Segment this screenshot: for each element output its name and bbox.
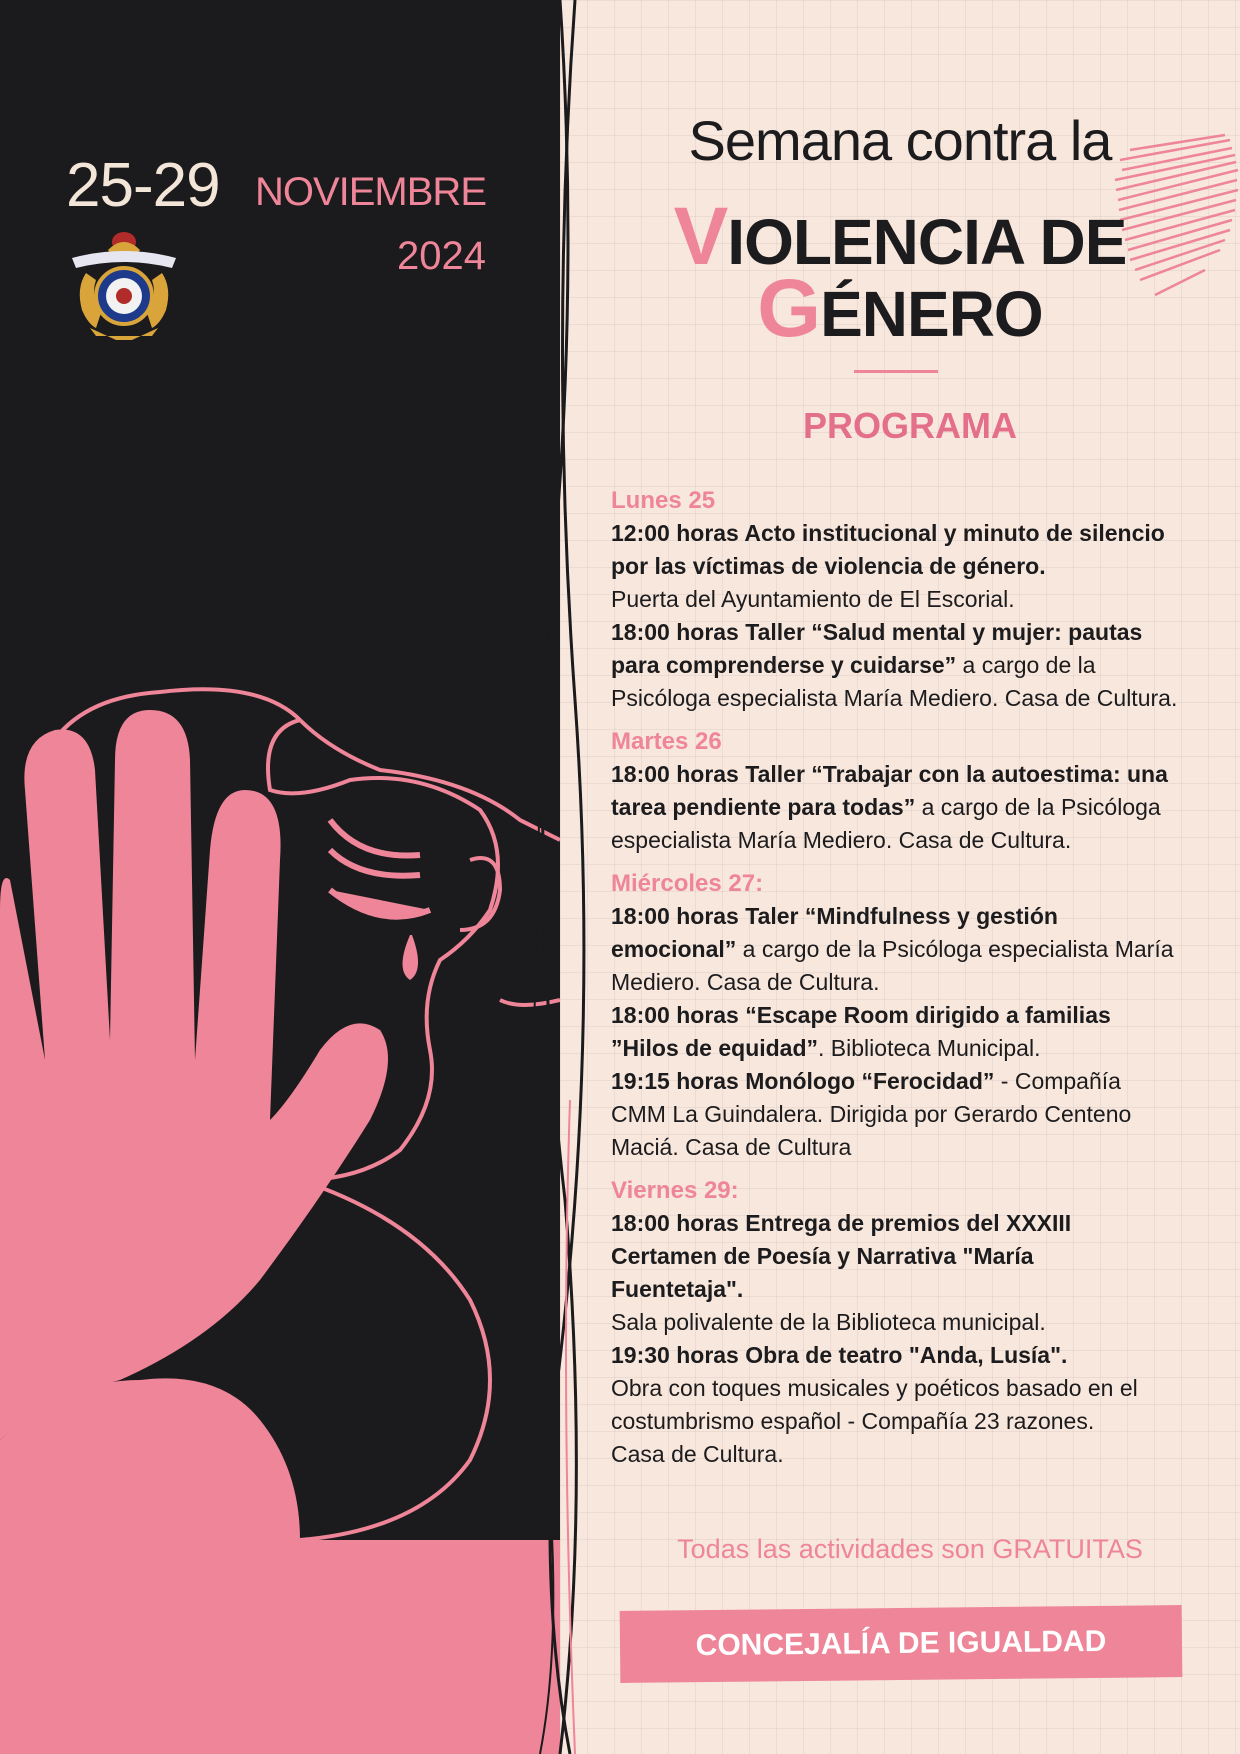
title-cap-g: G <box>757 263 821 354</box>
day-label: Martes 26 <box>611 728 722 755</box>
programa-heading: PROGRAMA <box>803 405 1017 446</box>
date-month: NOVIEMBRE <box>254 170 486 214</box>
event-line: 18:00 horas “Escape Room dirigido a familias <box>611 1002 1111 1028</box>
event-line: tarea pendiente para todas” a cargo de la Psicóloga <box>611 794 1161 820</box>
date-year: 2024 <box>397 234 486 278</box>
day-label: Lunes 25 <box>611 487 716 514</box>
event-line: Puerta del Ayuntamiento de El Escorial. <box>611 586 1015 612</box>
left-panel <box>0 0 560 1754</box>
event-line: 18:00 horas Entrega de premios del XXXIII <box>611 1210 1072 1236</box>
event-line: Maciá. Casa de Cultura <box>611 1134 852 1160</box>
event-line: 18:00 horas Taller “Salud mental y mujer: pautas <box>611 619 1143 645</box>
string-lines-decoration <box>520 0 600 1754</box>
event-line: especialista María Mediero. Casa de Cultura. <box>611 827 1072 853</box>
event-line: Fuentetaja". <box>611 1276 744 1302</box>
event-line: costumbrismo español - Compañía 23 razones. <box>611 1408 1095 1434</box>
title-line-3 <box>600 262 1200 356</box>
event-line: Sala polivalente de la Biblioteca municipal. <box>611 1309 1046 1335</box>
coat-of-arms-icon <box>66 228 182 344</box>
day-miercoles <box>611 867 1223 1164</box>
event-line: 19:15 horas Monólogo “Ferocidad” - Compañía <box>611 1068 1121 1094</box>
event-line: 18:00 horas Taler “Mindfulness y gestión <box>611 903 1058 929</box>
event-line: emocional” a cargo de la Psicóloga especialista María <box>611 936 1174 962</box>
title-cap-v: V <box>673 191 728 282</box>
event-line: 12:00 horas Acto institucional y minuto de silencio <box>611 520 1165 546</box>
day-label: Viernes 29: <box>611 1177 739 1204</box>
event-line: CMM La Guindalera. Dirigida por Gerardo Centeno <box>611 1101 1132 1127</box>
day-martes <box>611 725 1223 857</box>
event-line: para comprenderse y cuidarse” a cargo de la <box>611 652 1096 678</box>
event-line: Mediero. Casa de Cultura. <box>611 969 880 995</box>
event-line: Psicóloga especialista María Mediero. Casa de Cultura. <box>611 685 1178 711</box>
day-lunes <box>611 484 1223 715</box>
event-line: Certamen de Poesía y Narrativa "María <box>611 1243 1034 1269</box>
title-line-2-rest: IOLENCIA DE <box>727 206 1127 278</box>
event-line: Casa de Cultura. <box>611 1441 784 1467</box>
day-label: Miércoles 27: <box>611 870 764 897</box>
event-line: Obra con toques musicales y poéticos basado en el <box>611 1375 1138 1401</box>
title-divider <box>854 370 938 373</box>
footer-label: CONCEJALÍA DE IGUALDAD <box>695 1624 1107 1663</box>
event-line: 18:00 horas Taller “Trabajar con la autoestima: una <box>611 761 1168 787</box>
hand-stop-illustration <box>0 680 560 1754</box>
title-line-1: Semana contra la <box>688 109 1112 172</box>
program-list <box>611 484 1223 1481</box>
free-activities-note: Todas las actividades son GRATUITAS <box>677 1534 1143 1564</box>
footer-banner <box>620 1605 1183 1683</box>
day-viernes <box>611 1174 1223 1471</box>
event-line: 19:30 horas Obra de teatro "Anda, Lusía". <box>611 1342 1068 1368</box>
event-line: ”Hilos de equidad”. Biblioteca Municipal. <box>611 1035 1041 1061</box>
date-range: 25-29 <box>66 151 220 220</box>
title-line-3-rest: ÉNERO <box>820 278 1043 350</box>
event-line: por las víctimas de violencia de género. <box>611 553 1046 579</box>
